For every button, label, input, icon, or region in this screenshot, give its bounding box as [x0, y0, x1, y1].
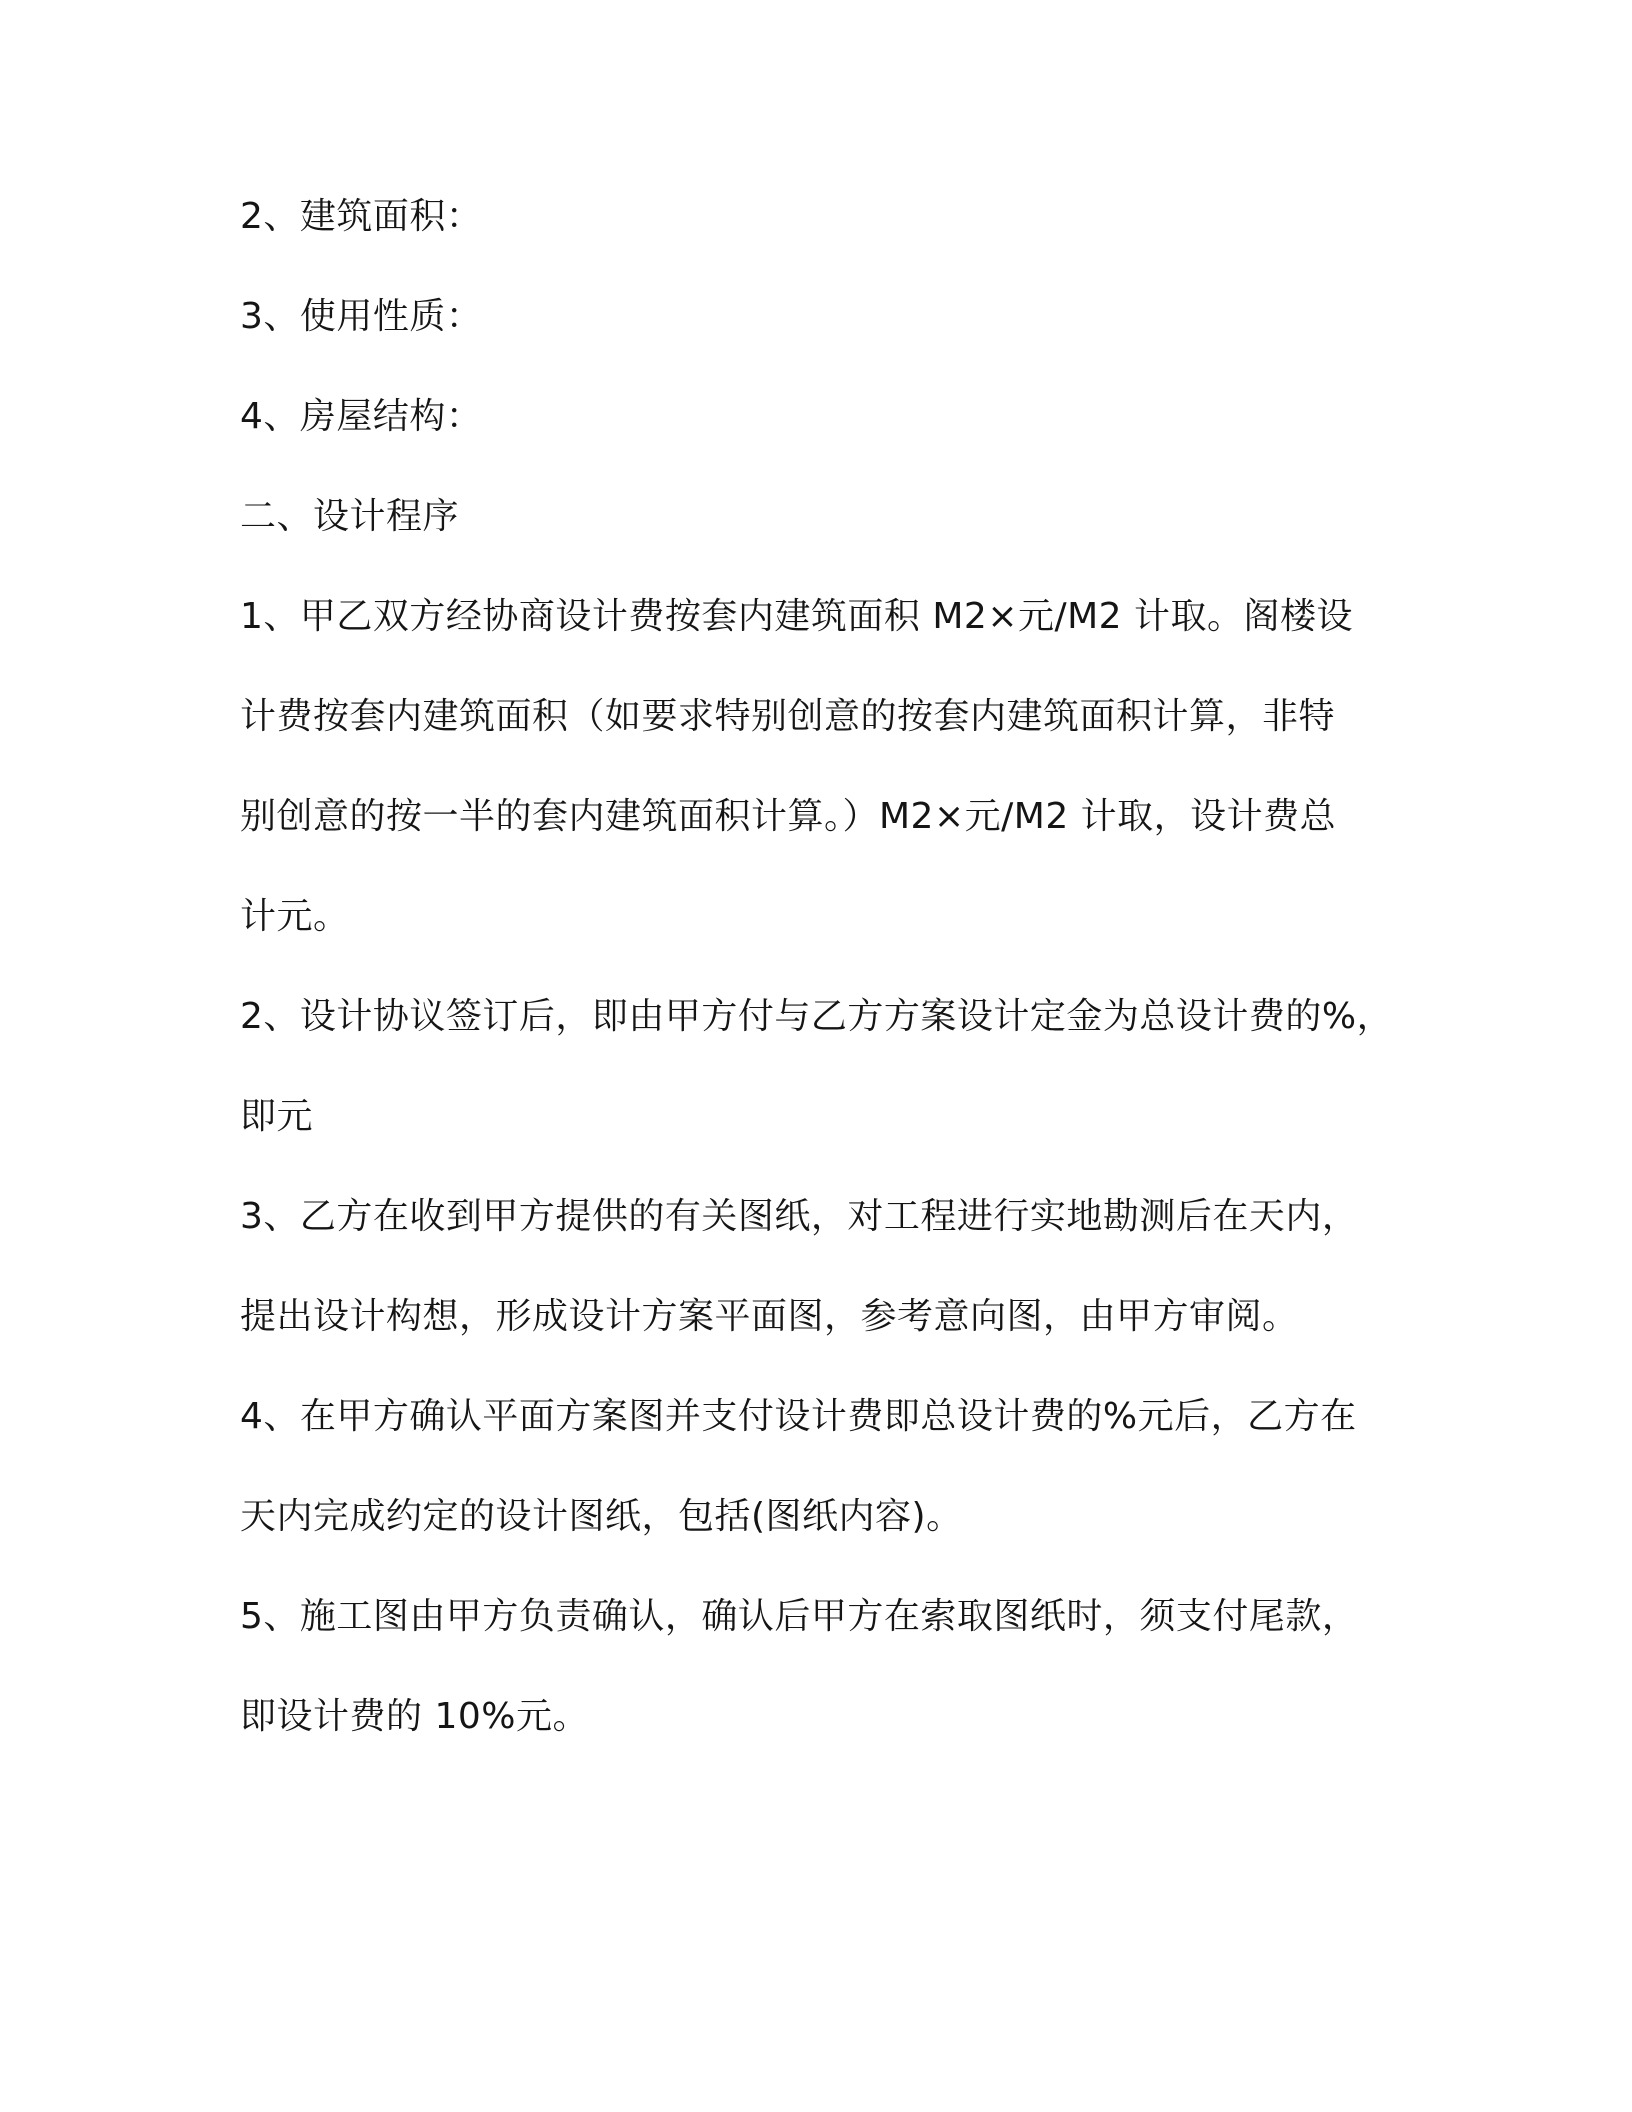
paragraph-5-line-1: 5、施工图由甲方负责确认，确认后甲方在索取图纸时，须支付尾款，: [240, 1596, 1359, 1637]
paragraph-2-line-1: 2、设计协议签订后，即由甲方付与乙方方案设计定金为总设计费的%，: [240, 996, 1394, 1037]
paragraph-3-line-1: 3、乙方在收到甲方提供的有关图纸，对工程进行实地勘测后在天内，: [240, 1196, 1359, 1237]
item-building-area: 2、建筑面积：: [240, 196, 483, 237]
paragraph-4-line-2: 天内完成约定的设计图纸，包括(图纸内容)。: [240, 1496, 963, 1537]
paragraph-5-line-2: 即设计费的 10%元。: [240, 1696, 589, 1737]
item-usage-nature: 3、使用性质：: [240, 296, 483, 337]
paragraph-2-line-2: 即元: [240, 1096, 314, 1137]
paragraph-1-line-3: 别创意的按一半的套内建筑面积计算。）M2×元/M2 计取，设计费总: [240, 796, 1337, 837]
paragraph-4-line-1: 4、在甲方确认平面方案图并支付设计费即总设计费的%元后，乙方在: [240, 1396, 1357, 1437]
paragraph-1-line-4: 计元。: [240, 896, 350, 937]
section-heading-design-procedure: 二、设计程序: [240, 496, 460, 537]
paragraph-1-line-1: 1、甲乙双方经协商设计费按套内建筑面积 M2×元/M2 计取。阁楼设: [240, 596, 1354, 637]
item-house-structure: 4、房屋结构：: [240, 396, 483, 437]
paragraph-1-line-2: 计费按套内建筑面积（如要求特别创意的按套内建筑面积计算，非特: [240, 696, 1336, 737]
paragraph-3-line-2: 提出设计构想，形成设计方案平面图，参考意向图，由甲方审阅。: [240, 1296, 1299, 1337]
